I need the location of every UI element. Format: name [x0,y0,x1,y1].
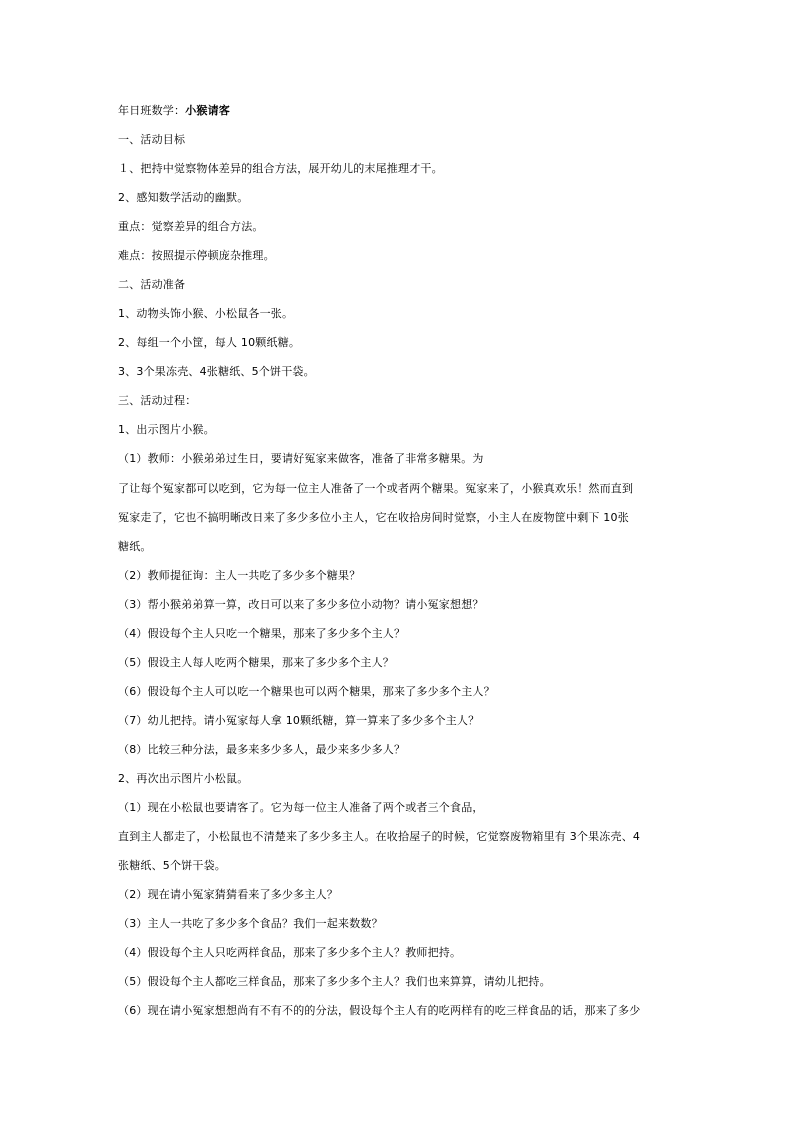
paragraph-line: 张糖纸、5个饼干袋。 [118,859,226,872]
question-item: （5）假设每个主人都吃三样食品，那来了多少多个主人？我们也来算算，请幼儿把持。 [118,975,551,988]
key-point: 重点：觉察差异的组合方法。 [118,220,264,233]
question-item: （8）比较三种分法，最多来多少多人，最少来多少多人？ [118,743,406,756]
paragraph-line: 冤家走了，它也不搞明晰改日来了多少多位小主人，它在收拾房间时觉察，小主人在废物筐中剩下 10张 [118,511,629,524]
prep-item-1: 1、动物头饰小猴、小松鼠各一张。 [118,307,294,320]
paragraph-line: （1）现在小松鼠也要请客了。它为每一位主人准备了两个或者三个食品， [118,801,484,814]
question-item: （4）假设每个主人只吃两样食品，那来了多少多个主人？教师把持。 [118,946,462,959]
process-step-1: 1、出示图片小猴。 [118,423,215,436]
title-bold: 小猴请客 [185,104,231,117]
process-step-2: 2、再次出示图片小松鼠。 [118,772,249,785]
question-item: （4）假设每个主人只吃一个糖果，那来了多少多个主人？ [118,627,406,640]
question-item: （3）帮小猴弟弟算一算，改日可以来了多少多位小动物？请小冤家想想？ [118,598,484,611]
prep-item-3: 3、3个果冻壳、4张糖纸、5个饼干袋。 [118,365,315,378]
section-heading-goals: 一、活动目标 [118,133,186,146]
question-item: （6）假设每个主人可以吃一个糖果也可以两个糖果，那来了多少多个主人？ [118,685,495,698]
paragraph-line: 糖纸。 [118,540,152,553]
question-item: （7）幼儿把持。请小冤家每人拿 10颗纸糖，算一算来了多少多个主人？ [118,714,480,727]
section-heading-preparation: 二、活动准备 [118,278,186,291]
title-prefix: 年日班数学： [118,104,186,117]
difficulty-point: 难点：按照提示停顿庞杂推理。 [118,249,275,262]
question-item: （3）主人一共吃了多少多个食品？我们一起来数数？ [118,917,383,930]
question-item: （6）现在请小冤家想想尚有不有不的的分法，假设每个主人有的吃两样有的吃三样食品的话，那来了多少 [118,1004,641,1017]
question-item: （2）教师提征询：主人一共吃了多少多个糖果？ [118,569,361,582]
goal-item-1: １、把持中觉察物体差异的组合方法，展开幼儿的末尾推理才干。 [118,162,443,175]
paragraph-line: 了让每个冤家都可以吃到，它为每一位主人准备了一个或者两个糖果。冤家来了，小猴真欢乐！然而直到 [118,482,634,495]
paragraph-line: 直到主人都走了，小松鼠也不清楚来了多少多主人。在收拾屋子的时候，它觉察废物箱里有 3个果冻壳、4 [118,830,641,843]
question-item: （2）现在请小冤家猜猜看来了多少多主人？ [118,888,338,901]
goal-item-2: 2、感知数学活动的幽默。 [118,191,249,204]
prep-item-2: 2、每组一个小筐，每人 10颗纸糖。 [118,336,301,349]
document-title [118,104,230,118]
question-item: （5）假设主人每人吃两个糖果，那来了多少多个主人？ [118,656,394,669]
paragraph-line: （1）教师：小猴弟弟过生日，要请好冤家来做客，准备了非常多糖果。为 [118,452,484,465]
section-heading-process: 三、活动过程： [118,394,197,407]
